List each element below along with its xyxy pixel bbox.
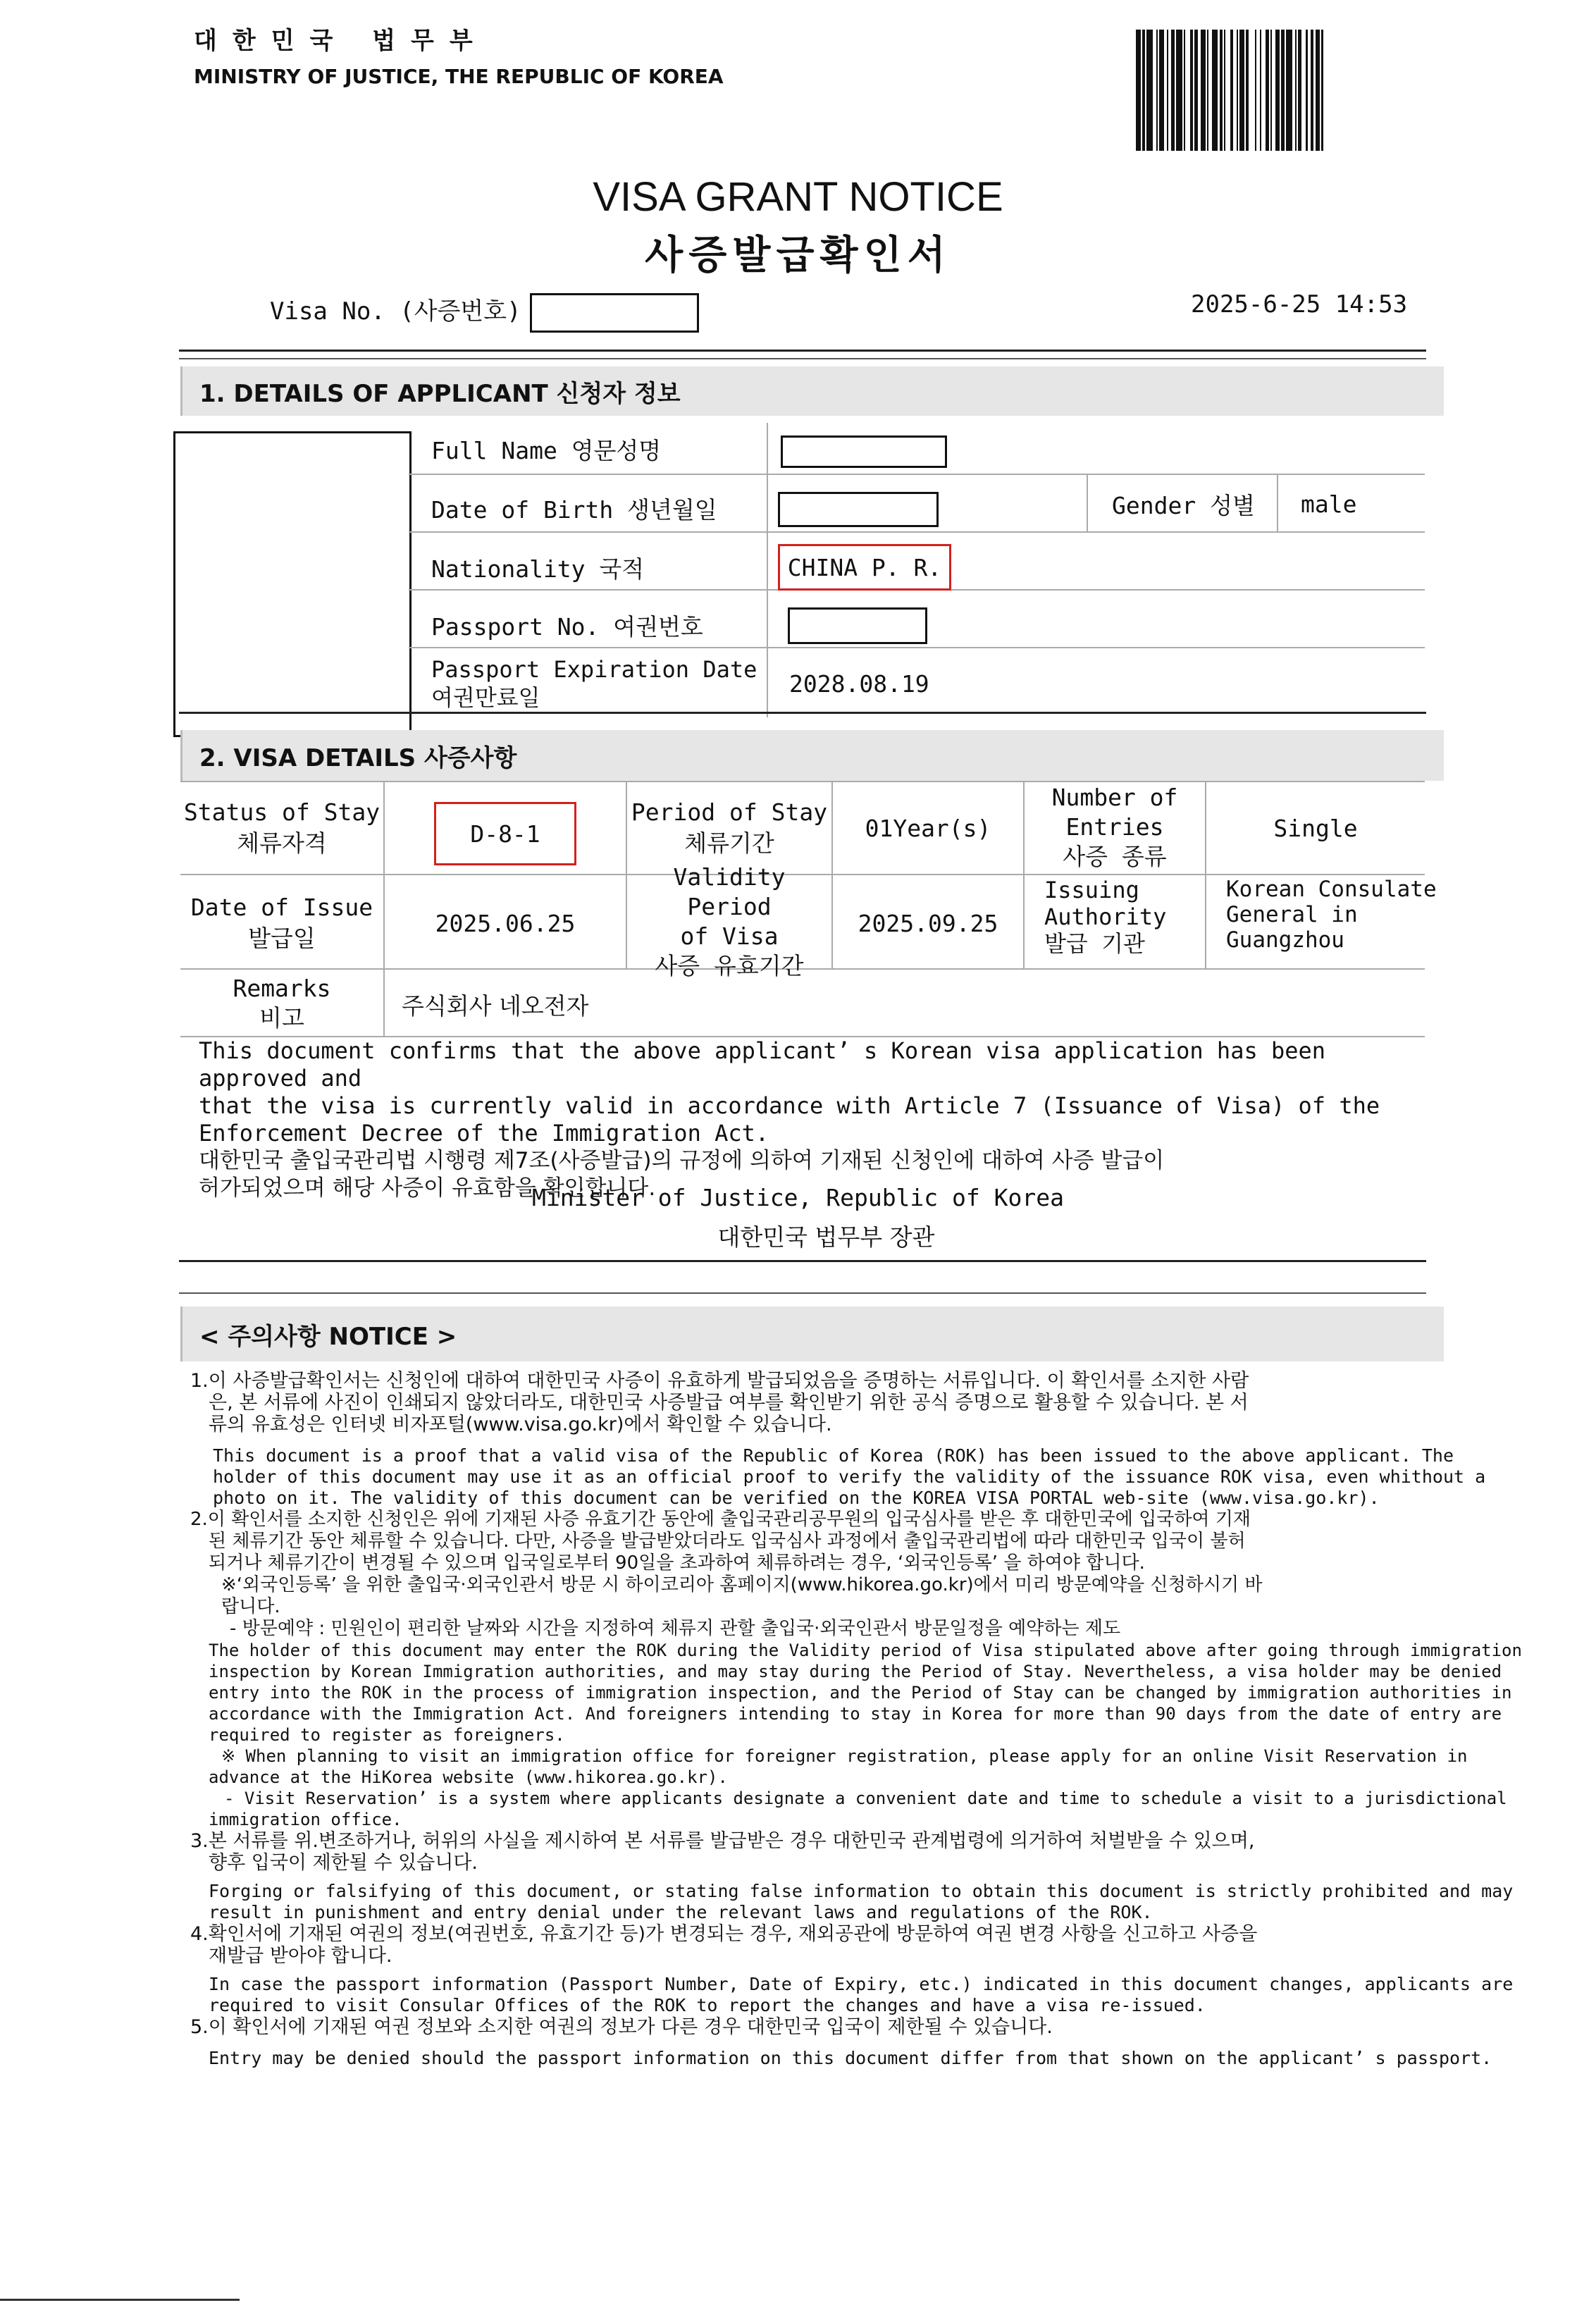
passport-expiry-label-en: Passport Expiration Date bbox=[431, 656, 757, 683]
col-divider bbox=[1087, 474, 1088, 531]
barcode-bar bbox=[1275, 30, 1280, 151]
confirmation-kr-1: 대한민국 출입국관리법 시행령 제7조(사증발급)의 규정에 의하여 기재된 신청인에 대하여 사증 발급이 bbox=[199, 1148, 1165, 1173]
barcode-bar bbox=[1176, 30, 1182, 151]
section1-heading-text: 1. DETAILS OF APPLICANT 신청자 정보 bbox=[199, 379, 681, 408]
issue-datetime: 2025-6-25 14:53 bbox=[1191, 290, 1408, 319]
ministry-name-korean: 대한민국 법무부 bbox=[194, 27, 488, 55]
issue-label-en: Date of Issue bbox=[190, 894, 373, 921]
authority-value-2: General in bbox=[1226, 902, 1358, 927]
passport-expiry-value: 2028.08.19 bbox=[789, 669, 929, 698]
section2-heading-text: 2. VISA DETAILS 사증사항 bbox=[199, 743, 517, 772]
signature-kr: 대한민국 법무부 장관 bbox=[717, 1223, 935, 1251]
notice2-en-9: immigration office. bbox=[209, 1810, 402, 1829]
issue-label-kr: 발급일 bbox=[248, 925, 316, 952]
entries-label-kr: 사증 종류 bbox=[1063, 843, 1167, 870]
confirmation-en-3: Enforcement Decree of the Immigration Act. bbox=[199, 1120, 769, 1147]
period-value: 01Year(s) bbox=[865, 814, 991, 842]
status-of-stay-label bbox=[180, 789, 383, 867]
remarks-value: 주식회사 네오전자 bbox=[402, 992, 589, 1020]
barcode-bar bbox=[1201, 30, 1206, 151]
notice4-en-2: required to visit Consular Offices of the ROK to report the changes and have a visa re-issued. bbox=[209, 1995, 1206, 2015]
notice5-kr-1: 5.이 확인서에 기재된 여권 정보와 소지한 여권의 정보가 다른 경우 대한민국 입국이 제한될 수 있습니다. bbox=[190, 2016, 1053, 2038]
issuing-authority-label bbox=[1044, 877, 1205, 957]
notice1-kr-3: 류의 유효성은 인터넷 비자포털(www.visa.go.kr)에서 확인할 수 있습니다. bbox=[209, 1414, 832, 1435]
section-rule bbox=[179, 350, 1426, 352]
barcode-bar bbox=[1249, 30, 1255, 151]
authority-value-3: Guangzhou bbox=[1226, 927, 1344, 953]
authority-label-1: Issuing bbox=[1044, 877, 1139, 903]
barcode-bar bbox=[1146, 30, 1153, 151]
col-divider bbox=[1277, 474, 1278, 531]
status-label-kr: 체류자격 bbox=[237, 829, 327, 857]
ministry-name-english: MINISTRY OF JUSTICE, THE REPUBLIC OF KOREA bbox=[194, 65, 724, 88]
validity-label bbox=[627, 863, 831, 980]
validity-label-kr: 사증 유효기간 bbox=[655, 952, 804, 980]
title-english: VISA GRANT NOTICE bbox=[593, 174, 1003, 220]
status-label-en: Status of Stay bbox=[183, 798, 381, 826]
notice2-kr-5: 랍니다. bbox=[221, 1596, 280, 1617]
barcode-bar bbox=[1261, 30, 1266, 151]
section2-heading bbox=[180, 730, 1444, 781]
barcode-bar bbox=[1301, 30, 1306, 151]
full-name-label: Full Name 영문성명 bbox=[431, 436, 662, 464]
notice2-en-8: - Visit Reservation’ is a system where applicants designate a convenient date and time to schedule a visit to a jurisdictional bbox=[224, 1789, 1507, 1808]
barcode-bar bbox=[1136, 30, 1141, 151]
notice2-en-4: accordance with the Immigration Act. And foreigners intending to stay in Korea for more than 90 days from the date of entry are bbox=[209, 1704, 1502, 1724]
notice2-kr-6: - 방문예약 : 민원인이 편리한 날짜와 시간을 지정하여 체류지 관할 출입국·외국인관서 방문일정을 예약하는 제도 bbox=[230, 1618, 1121, 1639]
notice2-en-3: entry into the ROK in the process of immigration inspection, and the Period of Stay can be changed by immigration authorities in bbox=[209, 1683, 1512, 1703]
passport-expiry-label-kr: 여권만료일 bbox=[431, 684, 540, 711]
notice-heading-text: < 주의사항 NOTICE > bbox=[199, 1322, 457, 1351]
barcode-bar bbox=[1159, 30, 1164, 151]
issuing-authority-value bbox=[1226, 877, 1437, 953]
visa-number-redacted bbox=[530, 293, 699, 333]
authority-label-kr: 발급 기관 bbox=[1044, 930, 1145, 957]
notice1-en-2: holder of this document may use it as an official proof to verify the validity of the issuance ROK visa, even whithout a bbox=[213, 1466, 1486, 1487]
notice1-kr-1: 1.이 사증발급확인서는 신청인에 대하여 대한민국 사증이 유효하게 발급되었음을 증명하는 서류입니다. 이 확인서를 소지한 사람 bbox=[190, 1370, 1249, 1392]
notice3-kr-2: 향후 입국이 제한될 수 있습니다. bbox=[209, 1852, 478, 1874]
barcode-bar bbox=[1212, 30, 1218, 151]
confirmation-en-1: This document confirms that the above applicant’ s Korean visa application has been approved and bbox=[199, 1037, 1326, 1092]
notice2-kr-2: 된 체류기간 동안 체류할 수 있습니다. 다만, 사증을 발급받았더라도 입국심사 과정에서 출입국관리법에 따라 대한민국 입국이 불허 bbox=[209, 1531, 1246, 1552]
row-divider bbox=[409, 647, 1425, 648]
section-rule bbox=[179, 358, 1426, 359]
validity-value: 2025.09.25 bbox=[858, 909, 998, 937]
barcode-bar bbox=[1239, 30, 1244, 151]
notice2-en-7: advance at the HiKorea website (www.hikorea.go.kr). bbox=[209, 1767, 728, 1787]
confirmation-en-2: that the visa is currently valid in accordance with Article 7 (Issuance of Visa) of the bbox=[199, 1092, 1380, 1119]
notice-body bbox=[190, 1370, 1522, 2069]
gender-value: male bbox=[1301, 490, 1357, 518]
remarks-label-en: Remarks bbox=[233, 975, 331, 1002]
barcode-bar bbox=[1323, 30, 1326, 151]
section-rule bbox=[179, 712, 1426, 714]
authority-value-1: Korean Consulate bbox=[1226, 877, 1437, 902]
notice3-kr-1: 3.본 서류를 위.변조하거나, 허위의 사실을 제시하여 본 서류를 발급받은 경우 대한민국 관계법령에 의거하여 처벌받을 수 있으며, bbox=[190, 1830, 1255, 1852]
barcode-bar bbox=[1225, 30, 1230, 151]
number-of-entries-label bbox=[1025, 781, 1205, 874]
notice-heading bbox=[180, 1307, 1444, 1361]
notice2-kr-1: 2.이 확인서를 소지한 신청인은 위에 기재된 사증 유효기간 동안에 출입국관리공무원의 입국심사를 받은 후 대한민국에 입국하여 기재 bbox=[190, 1509, 1251, 1530]
notice3-en-1: Forging or falsifying of this document, or stating false information to obtain this document is strictly prohibited and may bbox=[209, 1881, 1514, 1901]
section-rule bbox=[179, 1260, 1426, 1262]
notice4-kr-2: 재발급 받아야 합니다. bbox=[209, 1945, 392, 1967]
notice1-kr-2: 은, 본 서류에 사진이 인쇄되지 않았더라도, 대한민국 사증발급 여부를 확인받기 위한 공식 증명으로 활용할 수 있습니다. 본 서 bbox=[209, 1392, 1249, 1414]
notice2-kr-4: ※‘외국인등록’ 을 위한 출입국·외국인관서 방문 시 하이코리아 홈페이지(www.hikorea.go.kr)에서 미리 방문예약을 신청하시기 바 bbox=[221, 1574, 1263, 1595]
signature-en: Minister of Justice, Republic of Korea bbox=[532, 1184, 1064, 1211]
confirmation-kr-2: 허가되었으며 해당 사증이 유효함을 확인합니다. bbox=[199, 1175, 656, 1201]
barcode bbox=[1136, 30, 1467, 151]
gender-label: Gender 성별 bbox=[1112, 491, 1255, 519]
validity-label-2: of Visa bbox=[680, 922, 779, 950]
dob-redacted bbox=[778, 492, 939, 527]
date-of-issue-label bbox=[180, 882, 383, 964]
notice3-en-2: result in punishment and entry denial under the relevant laws and regulations of the ROK. bbox=[209, 1902, 1153, 1922]
scan-edge-mark bbox=[0, 2299, 240, 2301]
row-divider bbox=[409, 474, 1425, 475]
section-rule bbox=[179, 1292, 1426, 1294]
issue-value: 2025.06.25 bbox=[435, 909, 576, 937]
nationality-value: CHINA P. R. bbox=[787, 553, 942, 581]
notice1-en-3: photo on it. The validity of this document can be verified on the KOREA VISA PORTAL web-site (www.visa.go.kr). bbox=[213, 1488, 1380, 1508]
notice2-en-6: ※ When planning to visit an immigration office for foreigner registration, please apply for an online Visit Reservation in bbox=[221, 1746, 1468, 1766]
col-divider bbox=[767, 423, 768, 717]
row-divider bbox=[180, 781, 1425, 782]
period-label-en: Period of Stay bbox=[631, 798, 828, 826]
passport-number-redacted bbox=[788, 607, 927, 644]
full-name-redacted bbox=[781, 436, 947, 468]
row-divider bbox=[409, 531, 1425, 533]
barcode-bar bbox=[1185, 30, 1190, 151]
status-value: D-8-1 bbox=[470, 820, 540, 848]
notice2-en-1: The holder of this document may enter the ROK during the Validity period of Visa stipulated above after going through immigration bbox=[209, 1641, 1522, 1660]
notice2-kr-3: 되거나 체류기간이 변경될 수 있으며 입국일로부터 90일을 초과하여 체류하려는 경우, ‘외국인등록’ 을 하여야 합니다. bbox=[209, 1552, 1145, 1574]
title-korean: 사증발급확인서 bbox=[645, 233, 951, 278]
nationality-label: Nationality 국적 bbox=[431, 555, 645, 583]
dob-label: Date of Birth 생년월일 bbox=[431, 495, 717, 524]
section1-heading bbox=[180, 366, 1444, 416]
entries-label-1: Number of bbox=[1051, 784, 1178, 811]
applicant-photo-placeholder bbox=[173, 431, 412, 737]
remarks-label bbox=[180, 974, 383, 1033]
notice2-en-2: inspection by Korean Immigration authorities, and may stay during the Period of Stay. Nevertheless, a visa holder may be denied bbox=[209, 1662, 1502, 1681]
confirmation-text bbox=[199, 1037, 1425, 1202]
period-of-stay-label bbox=[627, 789, 831, 867]
entries-label-2: Entries bbox=[1065, 813, 1164, 841]
passport-number-label: Passport No. 여권번호 bbox=[431, 612, 703, 641]
authority-label-2: Authority bbox=[1044, 903, 1167, 930]
barcode-bar bbox=[1286, 30, 1292, 151]
notice2-en-5: required to register as foreigners. bbox=[209, 1725, 565, 1745]
notice4-en-1: In case the passport information (Passport Number, Date of Expiry, etc.) indicated in this document changes, applicants are bbox=[209, 1974, 1514, 1994]
nationality-value-box bbox=[778, 544, 951, 591]
notice1-en-1: This document is a proof that a valid visa of the Republic of Korea (ROK) has been issued to the above applicant. The bbox=[213, 1445, 1454, 1466]
validity-label-1: Validity Period bbox=[673, 863, 786, 920]
visa-number-label: Visa No. (사증번호) bbox=[270, 297, 521, 326]
status-value-box bbox=[434, 802, 576, 865]
barcode-bar bbox=[1316, 30, 1320, 151]
passport-expiry-label bbox=[431, 655, 757, 712]
notice4-kr-1: 4.확인서에 기재된 여권의 정보(여권번호, 유효기간 등)가 변경되는 경우, 재외공관에 방문하여 여권 변경 사항을 신고하고 사증을 bbox=[190, 1923, 1258, 1945]
remarks-label-kr: 비고 bbox=[259, 1004, 304, 1032]
entries-value: Single bbox=[1273, 814, 1358, 842]
notice5-en-1: Entry may be denied should the passport information on this document differ from that shown on the applicant’ s passport. bbox=[209, 2048, 1492, 2068]
period-label-kr: 체류기간 bbox=[684, 829, 774, 857]
